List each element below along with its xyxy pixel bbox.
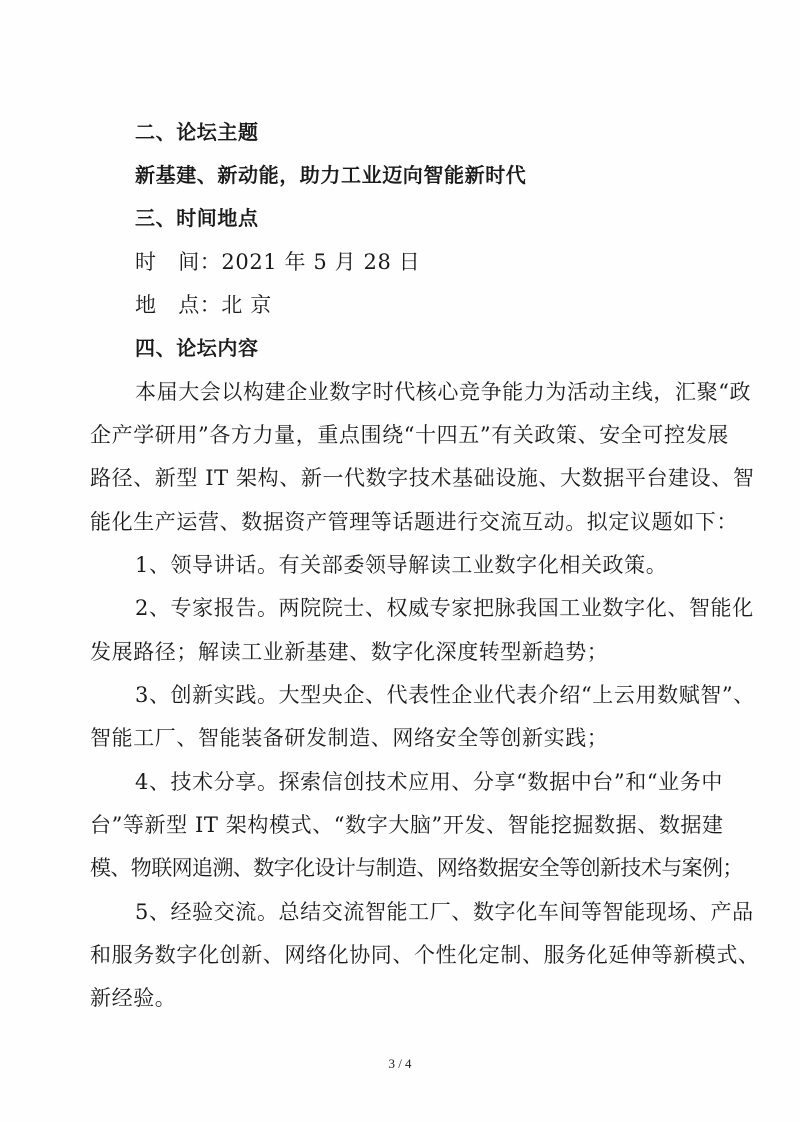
agenda-item-4-cont: 模、物联网追溯、数字化设计与制造、网络数据安全等创新技术与案例； bbox=[90, 856, 743, 880]
agenda-item-1: 1、领导讲话。有关部委领导解读工业数字化相关政策。 bbox=[135, 553, 668, 577]
agenda-item-5-cont: 和服务数字化创新、网络化协同、个性化定制、服务化延伸等新模式、 bbox=[90, 943, 760, 967]
agenda-item-3-cont: 智能工厂、智能装备研发制造、网络安全等创新实践； bbox=[90, 726, 609, 750]
agenda-item-2: 2、专家报告。两院院士、权威专家把脉我国工业数字化、智能化 bbox=[135, 596, 754, 620]
intro-line: 企产学研用”各方力量，重点围绕“十四五”有关政策、安全可控发展 bbox=[90, 423, 729, 447]
intro-line: 本届大会以构建企业数字时代核心竞争能力为活动主线，汇聚“政 bbox=[135, 380, 752, 404]
agenda-item-3: 3、创新实践。大型央企、代表性企业代表介绍“上云用数赋智”、 bbox=[135, 683, 755, 707]
agenda-item-4: 4、技术分享。探索信创技术应用、分享“数据中台”和“业务中 bbox=[135, 770, 723, 794]
section-heading-content: 四、论坛内容 bbox=[135, 336, 259, 360]
section-heading-theme: 二、论坛主题 bbox=[135, 120, 259, 144]
page-number: 3 / 4 bbox=[388, 1056, 412, 1071]
event-time: 时 间：2021 年 5 月 28 日 bbox=[135, 250, 421, 274]
agenda-item-4-cont: 台”等新型 IT 架构模式、“数字大脑”开发、智能挖掘数据、数据建 bbox=[90, 813, 724, 837]
event-place: 地 点：北 京 bbox=[135, 293, 272, 317]
forum-theme: 新基建、新动能，助力工业迈向智能新时代 bbox=[135, 163, 527, 187]
agenda-item-5-cont: 新经验。 bbox=[90, 986, 177, 1010]
intro-line: 能化生产运营、数据资产管理等话题进行交流互动。拟定议题如下： bbox=[90, 510, 738, 534]
section-heading-time-place: 三、时间地点 bbox=[135, 206, 259, 230]
agenda-item-2-cont: 发展路径；解读工业新基建、数字化深度转型新趋势； bbox=[90, 640, 609, 664]
agenda-item-5: 5、经验交流。总结交流智能工厂、数字化车间等智能现场、产品 bbox=[135, 900, 754, 924]
intro-line: 路径、新型 IT 架构、新一代数字技术基础设施、大数据平台建设、智 bbox=[90, 466, 755, 490]
